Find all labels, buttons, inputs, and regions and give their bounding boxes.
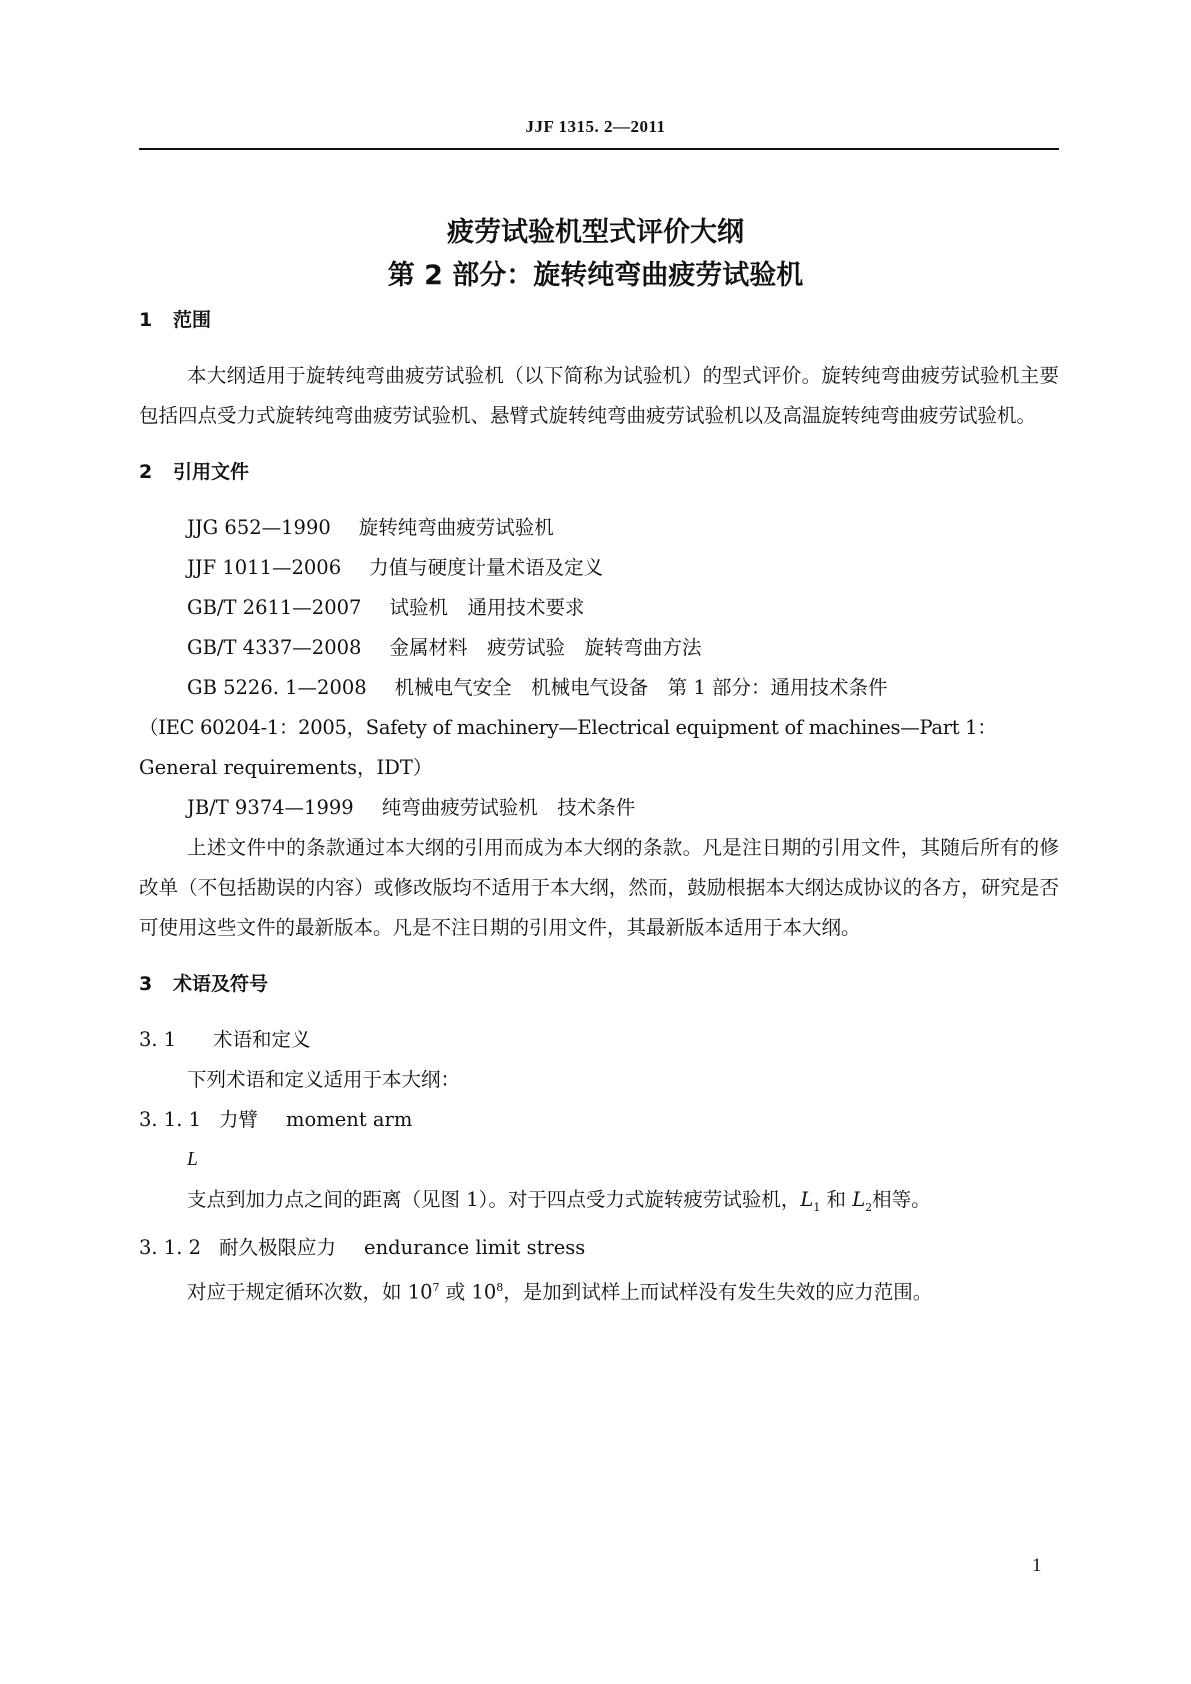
section-title: 引用文件 — [173, 461, 250, 483]
reference-name: 金属材料 疲劳试验 旋转弯曲方法 — [389, 636, 702, 659]
subscript: 2 — [865, 1200, 873, 1214]
symbol-l: L — [800, 1188, 814, 1211]
reference-item — [139, 788, 1059, 828]
clause-number: 3. 1. 2 — [139, 1235, 202, 1259]
term-definition — [139, 1180, 1059, 1228]
clause-3-1-1 — [139, 1100, 1059, 1140]
section-title: 范围 — [173, 309, 212, 331]
reference-continuation: General requirements，IDT） — [139, 756, 433, 779]
clause-title: 耐久极限应力 — [219, 1235, 337, 1259]
definition-text: 相等。 — [872, 1188, 931, 1211]
document-title: 疲劳试验机型式评价大纲 — [447, 217, 744, 248]
reference-name: 机械电气安全 机械电气设备 第 1 部分：通用技术条件 — [394, 676, 888, 699]
reference-item — [139, 548, 1059, 588]
page-number: 1 — [1032, 1555, 1042, 1576]
section-title: 术语及符号 — [173, 973, 269, 995]
clause-title: 力臂 — [219, 1108, 259, 1131]
header-rule — [139, 148, 1059, 150]
scope-paragraph: 本大纲适用于旋转纯弯曲疲劳试验机（以下简称为试验机）的型式评价。旋转纯弯曲疲劳试验机主要包括四点受力式旋转纯弯曲疲劳试验机、悬臂式旋转纯弯曲疲劳试验机以及高温旋转纯弯曲疲劳试验机。 — [139, 364, 1059, 427]
symbol-l: L — [852, 1188, 866, 1211]
reference-name: 力值与硬度计量术语及定义 — [369, 556, 604, 579]
definition-text: 或 10 — [439, 1280, 497, 1304]
section-number: 3 — [139, 973, 153, 995]
section-3-heading — [139, 964, 1059, 1004]
terms-intro: 下列术语和定义适用于本大纲： — [187, 1068, 461, 1091]
reference-name: 纯弯曲疲劳试验机 技术条件 — [381, 796, 636, 819]
references-paragraph: 上述文件中的条款通过本大纲的引用而成为本大纲的条款。凡是注日期的引用文件，其随后所有的修改单（不包括勘误的内容）或修改版均不适用于本大纲，然而，鼓励根据本大纲达成协议的各方，研究是否可使用这些文件的最新版本。凡是不注日期的引用文件，其最新版本适用于本大纲。 — [139, 836, 1059, 939]
section-number: 1 — [139, 309, 153, 331]
superscript: 8 — [496, 1280, 504, 1294]
section-1-heading — [139, 300, 1059, 340]
definition-text: 和 — [820, 1188, 853, 1211]
reference-name: 试验机 通用技术要求 — [389, 596, 585, 619]
reference-item — [139, 668, 1059, 708]
reference-name: 旋转纯弯曲疲劳试验机 — [358, 516, 554, 539]
definition-text: ，是加到试样上而试样没有发生失效的应力范围。 — [503, 1280, 933, 1304]
subscript: 1 — [813, 1200, 821, 1214]
reference-code: GB/T 4337—2008 — [187, 636, 362, 659]
clause-3-1 — [139, 1020, 1059, 1060]
term-symbol: L — [187, 1149, 198, 1170]
clause-number: 3. 1 — [139, 1028, 177, 1051]
clause-english-term: endurance limit stress — [364, 1235, 586, 1259]
clause-english-term: moment arm — [286, 1108, 413, 1131]
reference-item — [139, 628, 1059, 668]
superscript: 7 — [432, 1280, 440, 1294]
reference-code: JJG 652—1990 — [187, 516, 331, 539]
clause-3-1-2 — [139, 1228, 1059, 1268]
clause-number: 3. 1. 1 — [139, 1108, 202, 1131]
definition-text: 支点到加力点之间的距离（见图 1）。对于四点受力式旋转疲劳试验机， — [187, 1188, 801, 1211]
section-2-heading — [139, 452, 1059, 492]
reference-code: GB 5226. 1—2008 — [187, 676, 367, 699]
reference-item — [139, 508, 1059, 548]
section-number: 2 — [139, 461, 153, 483]
document-body — [139, 300, 1059, 1312]
reference-code: JB/T 9374—1999 — [187, 796, 354, 819]
reference-code: JJF 1011—2006 — [187, 556, 342, 579]
document-subtitle: 第 2 部分：旋转纯弯曲疲劳试验机 — [387, 260, 804, 291]
definition-text: 对应于规定循环次数，如 10 — [187, 1280, 433, 1304]
reference-code: GB/T 2611—2007 — [187, 596, 362, 619]
standard-code-header: JJF 1315. 2—2011 — [525, 117, 666, 136]
reference-continuation: （IEC 60204-1：2005，Safety of machinery—Electrical equipment of machines—Part 1： — [139, 716, 997, 739]
clause-title: 术语和定义 — [213, 1028, 311, 1051]
term-definition — [139, 1268, 1059, 1313]
reference-item — [139, 588, 1059, 628]
